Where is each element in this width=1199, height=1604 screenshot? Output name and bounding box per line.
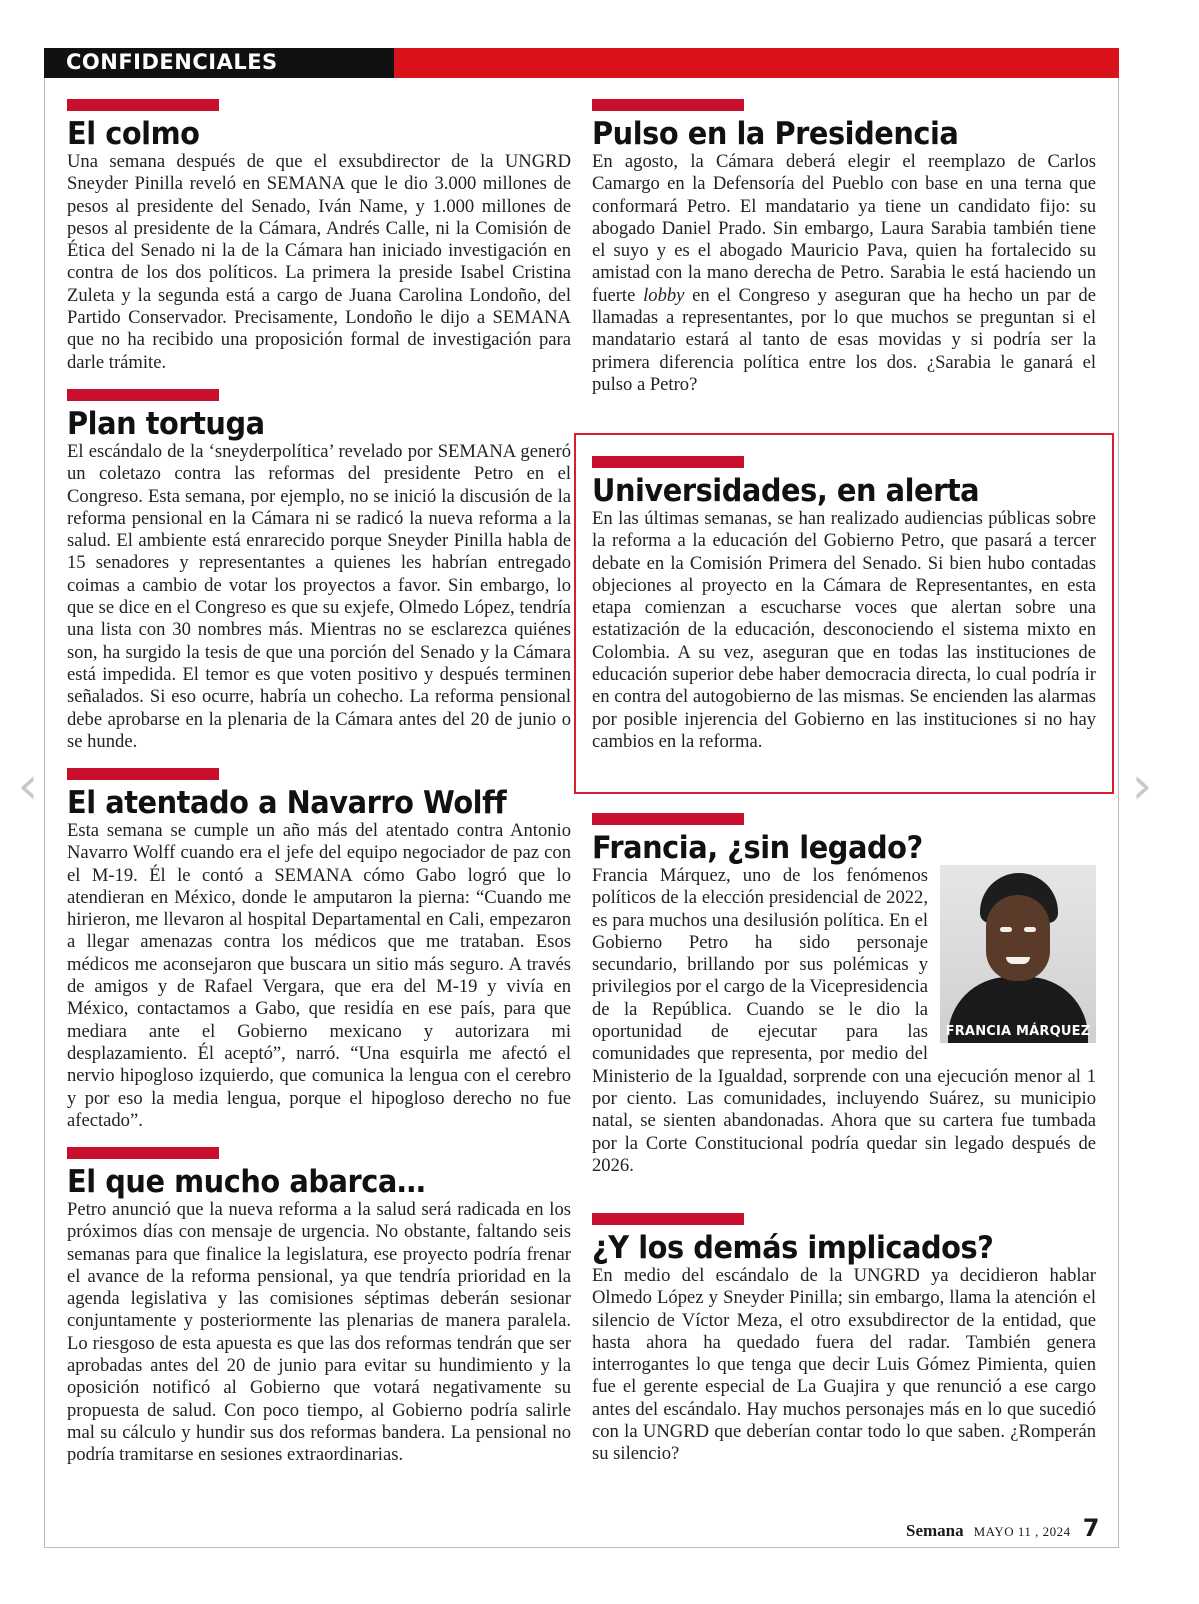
red-rule: [67, 99, 219, 111]
article-body: Una semana después de que el exsubdirector de la UNGRD Sneyder Pinilla reveló en SEMANA que le dio 3.000 millones de pesos al presidente del Senado, Iván Name, y 1.000 millones de pesos al presidente de la Cámara, Andrés Calle, ni la Comisión de Ética del Senado ni la de la Cámara han iniciado investigación en contra de los dos políticos. La primera la preside Isabel Cristina Zuleta y la segunda está a cargo de Juana Carolina Londoño, del Partido Conservador. Precisamente, Londoño le dijo a SEMANA que no ha recibido una proposición formal de investigación para darle trámite.: [67, 151, 571, 373]
article-body-italic: lobby: [643, 284, 685, 306]
article-body: Francia Márquez, uno de los fenómenos políticos de la elección presidencial de 2022, es para muchos una desilusión política. En el Gobierno Petro ha sido personaje secundario, brillando por sus polémicas y privilegios por el cargo de la Vicepresidencia de la República. Cuando se le dio la oportunidad de ejecutar para las comunidades que representa, por medio del Ministerio de la Igualdad, sorprende con una ejecución menor al 1 por ciento. Las comunidades, incluyendo Suárez, su municipio natal, se sienten abandonadas. Ahora que su cartera fue tumbada por la Corte Constitucional podría quedar sin legado después de 2026.: [592, 865, 1096, 1176]
article-body: Petro anunció que la nueva reforma a la salud será radicada en los próximos días con mensaje de urgencia. No obstante, faltando seis semanas para que finalice la legislatura, ese proyecto podría frenar el avance de la reforma pensional, ya que tendría prioridad en la agenda legislativa y las comisiones séptimas deberán sesionar conjuntamente y posteriormente las plenarias de manera paralela. Lo riesgoso de esta apuesta es que las dos reformas tendrán que ser aprobadas antes del 20 de junio para evitar su hundimiento y la oposición notificó al Gobierno que votará negativamente su propuesta de salud. Con poco tiempo, al Gobierno podría salirle mal su cálculo y hundir sus dos reformas bandera. La pensional no podría tramitarse en sesiones extraordinarias.: [67, 1199, 571, 1466]
article-plan-tortuga: [67, 389, 571, 753]
photo-figure-face: [986, 895, 1050, 981]
article-title: El que mucho abarca…: [67, 1164, 426, 1200]
article-body-part: en el Congreso y aseguran que ha hecho un par de llamadas a representantes, por lo que muchos se preguntan si el mandatario estará al tanto de esas movidas y si podría ser la primera diferencia política entre los dos. ¿Sarabia le ganará el pulso a Petro?: [592, 284, 1096, 395]
red-rule: [592, 99, 744, 111]
portrait-photo: [940, 865, 1096, 1043]
article-title: Francia, ¿sin legado?: [592, 830, 923, 866]
red-rule: [592, 456, 744, 468]
article-pulso-presidencia: [592, 99, 1096, 396]
red-rule: [67, 1147, 219, 1159]
article-title: Universidades, en alerta: [592, 473, 980, 509]
red-rule: [592, 813, 744, 825]
article-body: Esta semana se cumple un año más del atentado contra Antonio Navarro Wolff cuando era el jefe del equipo negociador de paz con el M-19. Él le contó a SEMANA cómo Gabo logró que lo atendieran en México, donde le amputaron la pierna: “Cuando me hirieron, me llevaron al hospital Departamental en Cali, empezaron a llegar amenazas contra los médicos que me trataban. Esos médicos me aconsejaron que buscara un sitio más seguro. A través de amigos y de Rafael Vergara, que era del M-19 y vivía en México, contactamos a Gabo, que residía en ese país, para que mediara ante el Gobierno mexicano y autorizara mi desplazamiento. Él aceptó”, narró. “Una esquirla me afectó el nervio hipogloso izquierdo, que comunica la lengua con el cerebro y por eso la media lengua, porque el hipogloso derecho no fue afectado”.: [67, 820, 571, 1131]
article-el-colmo: [67, 99, 571, 374]
article-body-part: En agosto, la Cámara deberá elegir el reemplazo de Carlos Camargo en la Defensoría del Pueblo con base en una terna que conformará Petro. El mandatario ya tiene un candidato fijo: su abogado Daniel Prado. Sin embargo, Laura Sarabia también tiene el suyo y es el abogado Mauricio Pava, quien ha fortalecido su amistad con la mano derecha de Petro. Sarabia le está haciendo un fuerte: [592, 151, 1096, 306]
photo-figure-eye: [1000, 927, 1012, 932]
section-header-bar: [44, 48, 1119, 78]
chevron-right-icon[interactable]: ›: [1131, 756, 1153, 816]
chevron-left-icon[interactable]: ‹: [17, 756, 39, 816]
article-body: En medio del escándalo de la UNGRD ya decidieron hablar Olmedo López y Sneyder Pinilla; sin embargo, llama la atención el silencio de Víctor Meza, el otro exsubdirector de la entidad, que hasta ahora ha quedado fuera del radar. También genera interrogantes lo que tenga que decir Luis Gómez Pimienta, quien fue el gerente especial de La Guajira y que renunció a ese cargo antes del escándalo. Hay muchos personajes más en lo que sucedió con la UNGRD que deberían contar todo lo que saben. ¿Romperán su silencio?: [592, 1265, 1096, 1465]
section-header-black: [44, 48, 394, 78]
red-rule: [67, 389, 219, 401]
article-title: ¿Y los demás implicados?: [592, 1230, 994, 1266]
photo-caption: FRANCIA MÁRQUEZ: [945, 1024, 1091, 1039]
article-title: Plan tortuga: [67, 406, 265, 442]
article-demas-implicados: [592, 1213, 1096, 1466]
section-header-label: CONFIDENCIALES: [66, 50, 278, 74]
photo-figure-smile: [1006, 957, 1030, 964]
article-title: El atentado a Navarro Wolff: [67, 785, 507, 821]
red-rule: [67, 768, 219, 780]
photo-figure-eye: [1024, 927, 1036, 932]
article-atentado-navarro: [67, 768, 571, 1132]
article-universidades-alerta: [592, 456, 1096, 753]
page-footer: [906, 1514, 1099, 1542]
article-body: En las últimas semanas, se han realizado audiencias públicas sobre la reforma a la educación del Gobierno Petro, que pasará a tercer debate en la Comisión Primera del Senado. Si bien hubo contadas objeciones al proyecto en la Cámara de Representantes, en esta etapa comienzan a escucharse voces que alertan sobre una estatización de la educación, desconociendo el sistema mixto en Colombia. A su vez, aseguran que en todas las instituciones de educación superior debe haber democracia directa, lo cual podría ir en contra del autogobierno de las mismas. Se encienden las alarmas por posible injerencia del Gobierno en las instituciones si no hay cambios en la reforma.: [592, 508, 1096, 752]
article-title: Pulso en la Presidencia: [592, 116, 959, 152]
article-body: El escándalo de la ‘sneyderpolítica’ revelado por SEMANA generó un coletazo contra las reformas del presidente Petro en el Congreso. Esta semana, por ejemplo, no se inició la discusión de la reforma pensional en la Cámara ni se radicó la nueva reforma a la salud. El ambiente está enrarecido porque Sneyder Pinilla habla de 15 senadores y representantes a quienes les habrían entregado coimas a cambio de votar los proyectos a favor. Sin embargo, lo que se dice en el Congreso es que su exjefe, Olmedo López, tendría una lista con 30 nombres más. Mientras no se esclarezca quiénes son, ha surgido la tesis de que una porción del Senado y la Cámara está impedida. El temor es que voten positivo y después terminen señalados. Si eso ocurre, habría un cohecho. La reforma pensional debe aprobarse en la plenaria de la Cámara antes del 20 de junio o se hunde.: [67, 441, 571, 752]
red-rule: [592, 1213, 744, 1225]
article-francia-sin-legado: [592, 813, 1096, 1177]
article-el-que-mucho-abarca: [67, 1147, 571, 1467]
issue-date: MAYO 11 , 2024: [973, 1524, 1071, 1539]
article-title: El colmo: [67, 116, 200, 152]
article-body: [592, 151, 1096, 396]
publication-name: Semana: [906, 1521, 964, 1540]
page-number: 7: [1082, 1514, 1100, 1542]
